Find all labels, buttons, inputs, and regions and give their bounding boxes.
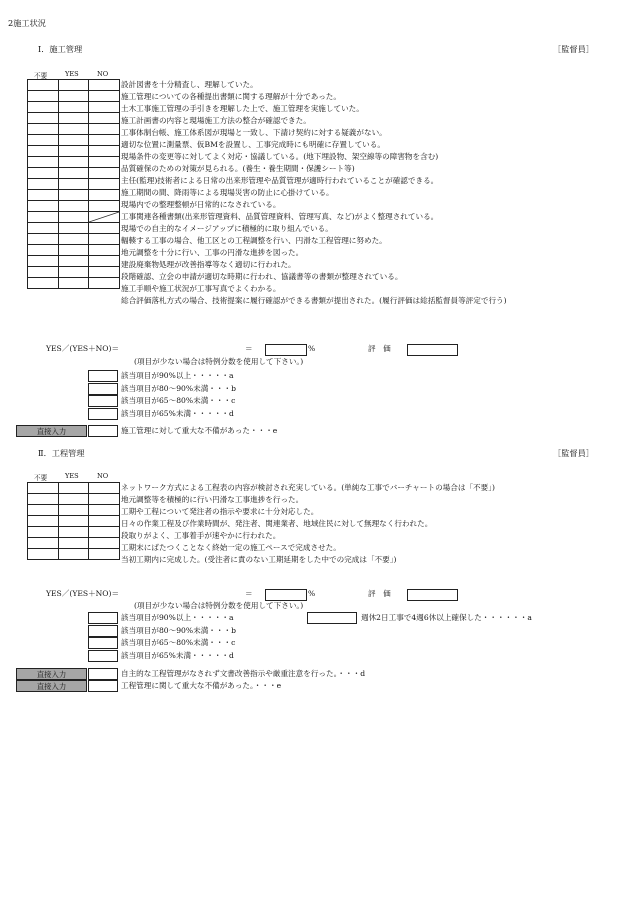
checkbox-row <box>28 124 120 135</box>
grade-box[interactable] <box>88 650 118 662</box>
checkbox-row <box>28 157 120 168</box>
unneeded-checkbox[interactable] <box>28 234 59 245</box>
checkbox-row <box>28 102 120 113</box>
unneeded-checkbox[interactable] <box>28 190 59 201</box>
section2-weekly-box[interactable] <box>307 612 357 624</box>
unneeded-checkbox[interactable] <box>28 538 59 549</box>
section1-item-list <box>121 79 507 307</box>
section2-direct-input-label-1: 直接入力 <box>16 668 87 680</box>
list-item: 段階確認、立会の申請が適切な時期に行われ、協議書等の書類が整理されている。 <box>121 272 403 281</box>
no-checkbox[interactable] <box>89 538 120 549</box>
list-item: 主任(監理)技術者による日常の出来形管理や品質管理が適時行われていることが確認できる。 <box>121 176 439 185</box>
yes-checkbox[interactable] <box>59 201 89 212</box>
section1-percent-sign: % <box>308 344 316 353</box>
section2-item-list <box>121 482 495 566</box>
section1-evaluation-label: 評 価 <box>368 344 391 353</box>
no-checkbox[interactable] <box>89 91 120 102</box>
grade-box[interactable] <box>88 370 118 382</box>
list-item: 地元調整等を積極的に行い円滑な工事進捗を行った。 <box>121 495 304 504</box>
yes-checkbox[interactable] <box>59 516 89 527</box>
grade-box[interactable] <box>88 625 118 637</box>
no-checkbox[interactable] <box>89 278 120 289</box>
no-checkbox[interactable] <box>89 494 120 505</box>
unneeded-checkbox[interactable] <box>28 146 59 157</box>
no-checkbox[interactable] <box>89 157 120 168</box>
checkbox-row <box>28 201 120 212</box>
list-item: 工事体制台帳、施工体系図が現場と一致し、下請け契約に対する疑義がない。 <box>121 128 387 137</box>
yes-checkbox[interactable] <box>59 157 89 168</box>
yes-checkbox[interactable] <box>59 80 89 91</box>
checkbox-row <box>28 483 120 494</box>
no-checkbox[interactable] <box>89 212 120 223</box>
list-item: 土木工事施工管理の手引きを理解した上で、施工管理を実施していた。 <box>121 104 364 113</box>
yes-checkbox[interactable] <box>59 168 89 179</box>
unneeded-checkbox[interactable] <box>28 278 59 289</box>
checkbox-row <box>28 505 120 516</box>
unneeded-checkbox[interactable] <box>28 157 59 168</box>
unneeded-checkbox[interactable] <box>28 223 59 234</box>
section1-direct-item: 施工管理に対して重大な不備があった・・・e <box>121 426 278 435</box>
section2-evaluation-input[interactable] <box>407 589 458 601</box>
grade-label: 該当項目が80～90%未満・・・b <box>121 625 236 635</box>
checkbox-row <box>28 549 120 560</box>
unneeded-checkbox[interactable] <box>28 124 59 135</box>
yes-checkbox[interactable] <box>59 179 89 190</box>
checkbox-row <box>28 267 120 278</box>
no-checkbox[interactable] <box>89 190 120 201</box>
yes-checkbox[interactable] <box>59 538 89 549</box>
grade-box[interactable] <box>88 637 118 649</box>
col-header-yes: YES <box>65 70 79 78</box>
unneeded-checkbox[interactable] <box>28 113 59 124</box>
section2-direct-input-label-2: 直接入力 <box>16 680 87 692</box>
yes-checkbox[interactable] <box>59 124 89 135</box>
unneeded-checkbox[interactable] <box>28 256 59 267</box>
yes-checkbox[interactable] <box>59 494 89 505</box>
list-item: 工期や工程について発注者の指示や要求に十分対応した。 <box>121 507 319 516</box>
no-checkbox[interactable] <box>89 102 120 113</box>
grade-box[interactable] <box>88 395 118 407</box>
no-checkbox[interactable] <box>89 124 120 135</box>
checkbox-row <box>28 113 120 124</box>
grade-box[interactable] <box>88 383 118 395</box>
unneeded-checkbox[interactable] <box>28 516 59 527</box>
grade-label: 該当項目が90%以上・・・・・a <box>121 613 234 622</box>
list-item: 現場内での整理整頓が日常的になされている。 <box>121 200 281 209</box>
section2-checkbox-grid <box>27 482 120 560</box>
checkbox-row <box>28 516 120 527</box>
no-checkbox[interactable] <box>89 256 120 267</box>
col-header-yes-2: YES <box>65 472 79 480</box>
section2-inspector-label: ［監督員］ <box>553 448 594 458</box>
unneeded-checkbox[interactable] <box>28 179 59 190</box>
unneeded-checkbox[interactable] <box>28 80 59 91</box>
section1-note: (項目が少ない場合は特例分数を使用して下さい。) <box>134 357 304 366</box>
yes-checkbox[interactable] <box>59 549 89 560</box>
checkbox-row <box>28 168 120 179</box>
section1-evaluation-input[interactable] <box>407 344 458 356</box>
section1-checkbox-grid <box>27 79 120 289</box>
col-header-no-2: NO <box>97 472 109 480</box>
no-checkbox[interactable] <box>89 168 120 179</box>
section1-inspector-label: ［監督員］ <box>553 44 594 54</box>
document-title: 2施工状況 <box>8 18 46 28</box>
list-item: 品質確保のための対策が見られる。(養生・養生期間・保護シート等) <box>121 164 355 173</box>
checkbox-row <box>28 256 120 267</box>
list-item: 施工手順や施工状況が工事写真でよくわかる。 <box>121 284 281 293</box>
col-header-unneeded: 不要 <box>34 72 48 80</box>
yes-checkbox[interactable] <box>59 267 89 278</box>
list-item: 段取りがよく、工事着手が速やかに行われた。 <box>121 531 281 540</box>
list-item: 当初工期内に完成した。(受注者に責のない工期延期をした中での完成は「不要」) <box>121 555 397 564</box>
yes-checkbox[interactable] <box>59 91 89 102</box>
section1-formula-label: YES／(YES＋NO)＝ <box>46 344 120 353</box>
list-item: 地元調整を十分に行い、工事の円滑な進捗を図った。 <box>121 248 304 257</box>
checkbox-row <box>28 212 120 223</box>
section2-heading: Ⅱ．工程管理 <box>38 448 85 458</box>
checkbox-row <box>28 245 120 256</box>
no-checkbox[interactable] <box>89 234 120 245</box>
grade-label: 該当項目が65～80%未満・・・c <box>121 396 236 405</box>
yes-checkbox[interactable] <box>59 527 89 538</box>
no-checkbox[interactable] <box>89 201 120 212</box>
unneeded-checkbox[interactable] <box>28 483 59 494</box>
yes-checkbox[interactable] <box>59 223 89 234</box>
section2-direct-item-1: 自主的な工程管理がなされず文書改善指示や厳重注意を行った。・・・d <box>121 669 366 678</box>
unneeded-checkbox[interactable] <box>28 135 59 146</box>
list-item: 現場での自主的なイメージアップに積極的に取り組んでいる。 <box>121 224 333 233</box>
unneeded-checkbox[interactable] <box>28 102 59 113</box>
unneeded-checkbox[interactable] <box>28 527 59 538</box>
yes-checkbox[interactable] <box>59 113 89 124</box>
no-checkbox[interactable] <box>89 516 120 527</box>
unneeded-checkbox[interactable] <box>28 91 59 102</box>
col-header-unneeded-2: 不要 <box>34 474 48 482</box>
checkbox-row <box>28 190 120 201</box>
yes-checkbox[interactable] <box>59 234 89 245</box>
list-item: 工事関連各種書類(出来形管理資料、品質管理資料、管理写真、など)がよく整理されている。 <box>121 212 439 221</box>
unneeded-checkbox[interactable] <box>28 245 59 256</box>
no-checkbox[interactable] <box>89 146 120 157</box>
checkbox-row <box>28 538 120 549</box>
list-item: 工期末にばたつくことなく終始一定の施工ペースで完成させた。 <box>121 543 341 552</box>
grade-label: 該当項目が80～90%未満・・・b <box>121 383 236 393</box>
grade-label: 該当項目が65～80%未満・・・c <box>121 638 236 647</box>
yes-checkbox[interactable] <box>59 212 89 223</box>
list-item: 建設廃棄物処理が改善指導等なく適切に行われた。 <box>121 260 296 269</box>
section2-weekly-note: 週休2日工事で4週6休以上確保した・・・・・・a <box>361 613 532 622</box>
yes-checkbox[interactable] <box>59 146 89 157</box>
list-item: 適切な位置に測量票、仮BMを設置し、工事完成時にも明確に存置している。 <box>121 140 385 149</box>
list-item: 施工期間の間、降雨等による現場災害の防止に心掛けている。 <box>121 188 334 197</box>
no-checkbox[interactable] <box>89 505 120 516</box>
list-item: 日々の作業工程及び作業時間が、発注者、関連業者、地域住民に対して無理なく行われた。 <box>121 519 433 528</box>
no-checkbox[interactable] <box>89 549 120 560</box>
section2-direct-item-2: 工程管理に関して重大な不備があった。・・・e <box>121 681 282 690</box>
yes-checkbox[interactable] <box>59 102 89 113</box>
section2-direct-input-box-1[interactable] <box>88 668 118 680</box>
yes-checkbox[interactable] <box>59 245 89 256</box>
checkbox-row <box>28 179 120 190</box>
section2-evaluation-label: 評 価 <box>368 589 391 598</box>
list-item: ネットワーク方式による工程表の内容が検討され充実している。(単純な工事でバーチャートの場合は「不要」) <box>121 483 495 492</box>
list-item: 施工計画書の内容と現場施工方法の整合が確認できた。 <box>121 116 311 125</box>
unneeded-checkbox[interactable] <box>28 505 59 516</box>
checkbox-row <box>28 223 120 234</box>
section1-percent-input[interactable] <box>265 344 307 356</box>
grade-label: 該当項目が65%未満・・・・・d <box>121 650 234 660</box>
checkbox-row <box>28 135 120 146</box>
section2-note: (項目が少ない場合は特例分数を使用して下さい。) <box>134 601 304 610</box>
checkbox-row <box>28 494 120 505</box>
no-checkbox[interactable] <box>89 527 120 538</box>
checkbox-row <box>28 234 120 245</box>
no-checkbox[interactable] <box>89 223 120 234</box>
unneeded-checkbox[interactable] <box>28 267 59 278</box>
unneeded-checkbox[interactable] <box>28 201 59 212</box>
checkbox-row <box>28 91 120 102</box>
yes-checkbox[interactable] <box>59 483 89 494</box>
unneeded-checkbox[interactable] <box>28 212 59 223</box>
no-checkbox[interactable] <box>89 179 120 190</box>
yes-checkbox[interactable] <box>59 505 89 516</box>
section2-formula-label: YES／(YES＋NO)＝ <box>46 589 120 598</box>
section1-direct-input-label: 直接入力 <box>16 425 87 437</box>
no-checkbox[interactable] <box>89 80 120 91</box>
list-item: 設計図書を十分精査し、理解していた。 <box>121 80 258 89</box>
grade-label: 該当項目が65%未満・・・・・d <box>121 408 234 418</box>
yes-checkbox[interactable] <box>59 135 89 146</box>
section2-equals: ＝ <box>245 589 253 598</box>
grade-box[interactable] <box>88 612 118 624</box>
list-item: 施工管理についての各種提出書類に関する理解が十分であった。 <box>121 92 341 101</box>
list-item: 総合評価落札方式の場合、技術提案に履行確認ができる書類が提出された。(履行評価は総括監督員等評定で行う) <box>121 296 507 305</box>
checkbox-row <box>28 146 120 157</box>
list-item: 輻輳する工事の場合、他工区との工程調整を行い、円滑な工程管理に努めた。 <box>121 236 387 245</box>
checkbox-row <box>28 278 120 289</box>
list-item: 現場条件の変更等に対してよく対応・協議している。(地下埋設物、架空線等の障害物を含む) <box>121 152 439 161</box>
no-checkbox[interactable] <box>89 267 120 278</box>
unneeded-checkbox[interactable] <box>28 494 59 505</box>
section1-direct-input-box[interactable] <box>88 425 118 437</box>
unneeded-checkbox[interactable] <box>28 549 59 560</box>
yes-checkbox[interactable] <box>59 190 89 201</box>
yes-checkbox[interactable] <box>59 278 89 289</box>
section2-percent-sign: % <box>308 589 316 598</box>
section1-heading: Ⅰ．施工管理 <box>38 44 83 54</box>
grade-box[interactable] <box>88 408 118 420</box>
checkbox-row <box>28 80 120 91</box>
col-header-no: NO <box>97 70 109 78</box>
no-checkbox[interactable] <box>89 135 120 146</box>
no-checkbox[interactable] <box>89 483 120 494</box>
section2-direct-input-box-2[interactable] <box>88 680 118 692</box>
no-checkbox[interactable] <box>89 245 120 256</box>
checkbox-row <box>28 527 120 538</box>
yes-checkbox[interactable] <box>59 256 89 267</box>
unneeded-checkbox[interactable] <box>28 168 59 179</box>
section1-equals: ＝ <box>245 344 253 353</box>
grade-label: 該当項目が90%以上・・・・・a <box>121 371 234 380</box>
no-checkbox[interactable] <box>89 113 120 124</box>
